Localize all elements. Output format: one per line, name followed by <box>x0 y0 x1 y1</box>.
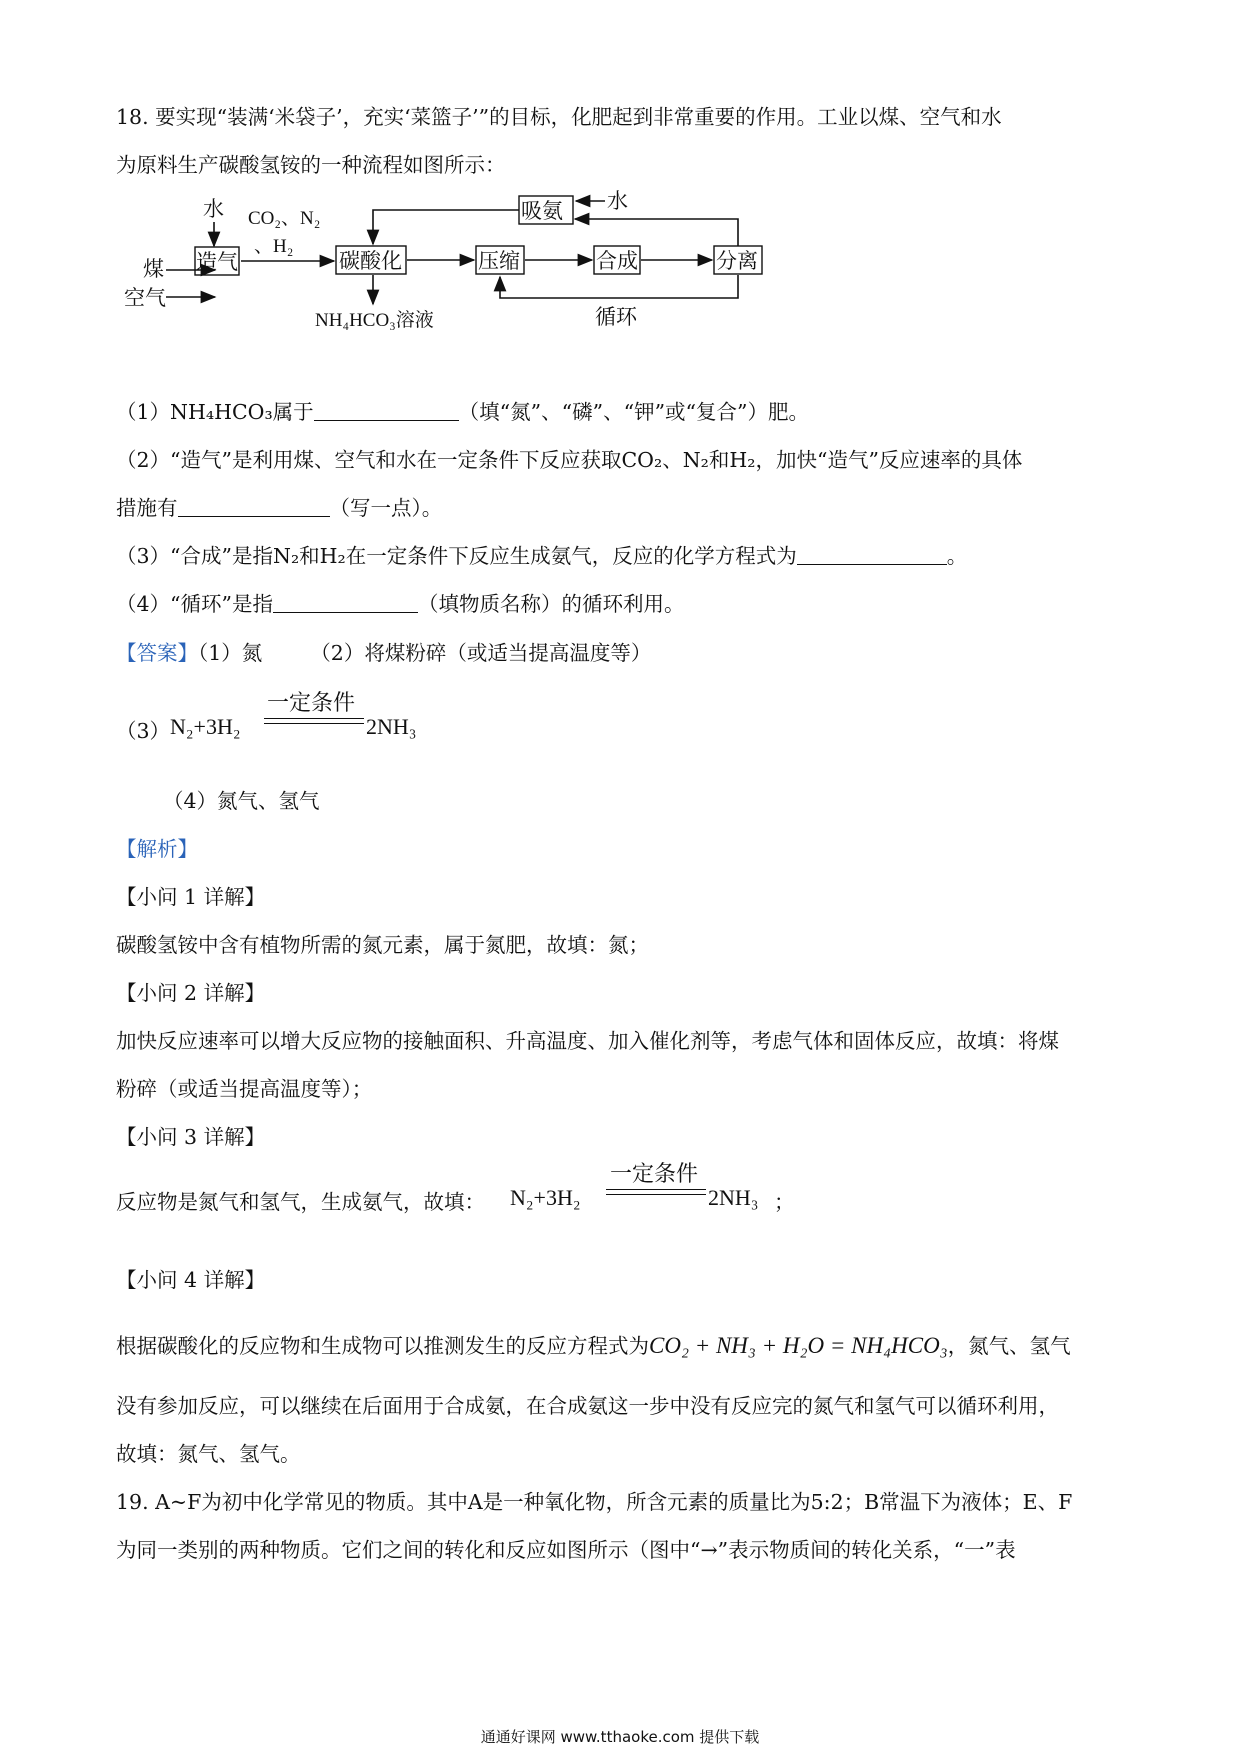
analysis-s3-eq-right: 2NH₃ <box>708 1185 759 1210</box>
analysis-s3-end: ； <box>774 1190 795 1214</box>
analysis-s3-title: 【小问 3 详解】 <box>116 1125 266 1149</box>
gas-label-1: CO₂、N₂ <box>248 208 321 229</box>
analysis-s4-text2: 没有参加反应，可以继续在后面用于合成氨，在合成氨这一步中没有反应完的氮气和氢气可以循环利用， <box>116 1394 1059 1418</box>
q18-sub3-blank[interactable] <box>797 544 947 565</box>
analysis-s4-text1: 根据碳酸化的反应物和生成物可以推测发生的反应方程式为 <box>116 1334 649 1358</box>
answer-3-eq-sign <box>264 718 364 724</box>
absorb-label: 吸氨 <box>521 199 563 223</box>
answer-4: （4）氮气、氢气 <box>163 789 320 813</box>
carbonation-label: 碳酸化 <box>339 249 402 273</box>
q19-line1: 19. A~F为初中化学常见的物质。其中A是一种氧化物，所含元素的质量比为5:2；B常温下为液体；E、F <box>116 1490 1073 1514</box>
make-gas-label: 造气 <box>196 250 238 274</box>
q18-sub2-prefix: 措施有 <box>116 496 178 520</box>
product-label: NH₄HCO₃溶液 <box>315 310 434 331</box>
answer-line1 <box>116 638 651 668</box>
analysis-s4-line1 <box>116 1331 1071 1361</box>
q18-sub2-suffix: （写一点）。 <box>329 496 443 520</box>
analysis-s3-text: 反应物是氮气和氢气，生成氨气，故填： <box>116 1190 485 1214</box>
q18-sub1-suffix: （填“氮”、“磷”、“钾”或“复合”）肥。 <box>458 400 810 424</box>
analysis-s4-title: 【小问 4 详解】 <box>116 1268 266 1292</box>
analysis-s3-eq-left: N₂+3H₂ <box>510 1185 581 1210</box>
answer-3-label: （3） <box>116 719 171 743</box>
water-top-label: 水 <box>203 197 224 221</box>
q18-sub4-blank[interactable] <box>273 592 418 613</box>
compress-label: 压缩 <box>478 249 520 273</box>
analysis-s2-text1: 加快反应速率可以增大反应物的接触面积、升高温度、加入催化剂等，考虑气体和固体反应，故填：将煤 <box>116 1029 1059 1053</box>
separation-label: 分离 <box>716 249 758 273</box>
synthesis-label: 合成 <box>596 249 638 273</box>
q18-sub4-prefix: （4）“循环”是指 <box>116 592 274 616</box>
answer-1: （1）氮 <box>198 641 263 665</box>
answer-3-eq-condition: 一定条件 <box>267 691 356 716</box>
q18-sub3-prefix: （3）“合成”是指N₂和H₂在一定条件下反应生成氨气，反应的化学方程式为 <box>116 544 797 568</box>
analysis-tag: 【解析】 <box>116 837 198 861</box>
cycle-label: 循环 <box>595 305 637 329</box>
analysis-s4-text1-end: ，氮气、氢气 <box>947 1334 1071 1358</box>
footer-watermark: 通通好课网 www.tthaoke.com 提供下载 <box>480 1728 760 1746</box>
q18-sub2-line2 <box>116 493 442 523</box>
q18-sub3 <box>116 541 967 571</box>
q18-sub4 <box>116 589 685 619</box>
analysis-s2-title: 【小问 2 详解】 <box>116 981 266 1005</box>
answer-3-eq-left: N₂+3H₂ <box>170 714 241 739</box>
analysis-s3-eq-sign <box>606 1189 706 1195</box>
answer-2: （2）将煤粉碎（或适当提高温度等） <box>310 641 652 665</box>
coal-label: 煤 <box>143 257 164 281</box>
q18-sub1-prefix: （1）NH₄HCO₃属于 <box>116 400 314 424</box>
analysis-s4-text3: 故填：氮气、氢气。 <box>116 1442 301 1466</box>
q18-sub1 <box>116 397 809 427</box>
q19-line2: 为同一类别的两种物质。它们之间的转化和反应如图所示（图中“→”表示物质间的转化关系，“一”表 <box>116 1538 1016 1562</box>
q18-sub3-suffix: 。 <box>946 544 968 568</box>
q18-sub2-line1: （2）“造气”是利用煤、空气和水在一定条件下反应获取CO₂、N₂和H₂，加快“造气”反应速率的具体 <box>116 448 1023 472</box>
analysis-s4-equation: CO₂ + NH₃ + H₂O = NH₄HCO₃ <box>649 1333 948 1358</box>
q18-sub1-blank[interactable] <box>314 400 459 421</box>
q18-stem-line1: 18. 要实现“装满‘米袋子’，充实‘菜篮子’”的目标，化肥起到非常重要的作用。工业以煤、空气和水 <box>116 105 1002 129</box>
gas-label-2: 、H₂ <box>254 236 294 257</box>
answer-tag: 【答案】 <box>116 641 198 665</box>
air-label: 空气 <box>124 286 166 310</box>
process-flow-diagram <box>110 180 870 370</box>
q18-sub2-blank[interactable] <box>178 496 330 517</box>
water-right-label: 水 <box>607 189 628 213</box>
q18-stem-line2: 为原料生产碳酸氢铵的一种流程如图所示： <box>116 153 506 177</box>
q18-sub4-suffix: （填物质名称）的循环利用。 <box>418 592 685 616</box>
analysis-s2-text2: 粉碎（或适当提高温度等）； <box>116 1077 373 1101</box>
analysis-s3-eq-condition: 一定条件 <box>610 1162 699 1187</box>
analysis-s1-text: 碳酸氢铵中含有植物所需的氮元素，属于氮肥，故填：氮； <box>116 933 649 957</box>
answer-3-eq-right: 2NH₃ <box>366 714 417 739</box>
analysis-s1-title: 【小问 1 详解】 <box>116 885 266 909</box>
